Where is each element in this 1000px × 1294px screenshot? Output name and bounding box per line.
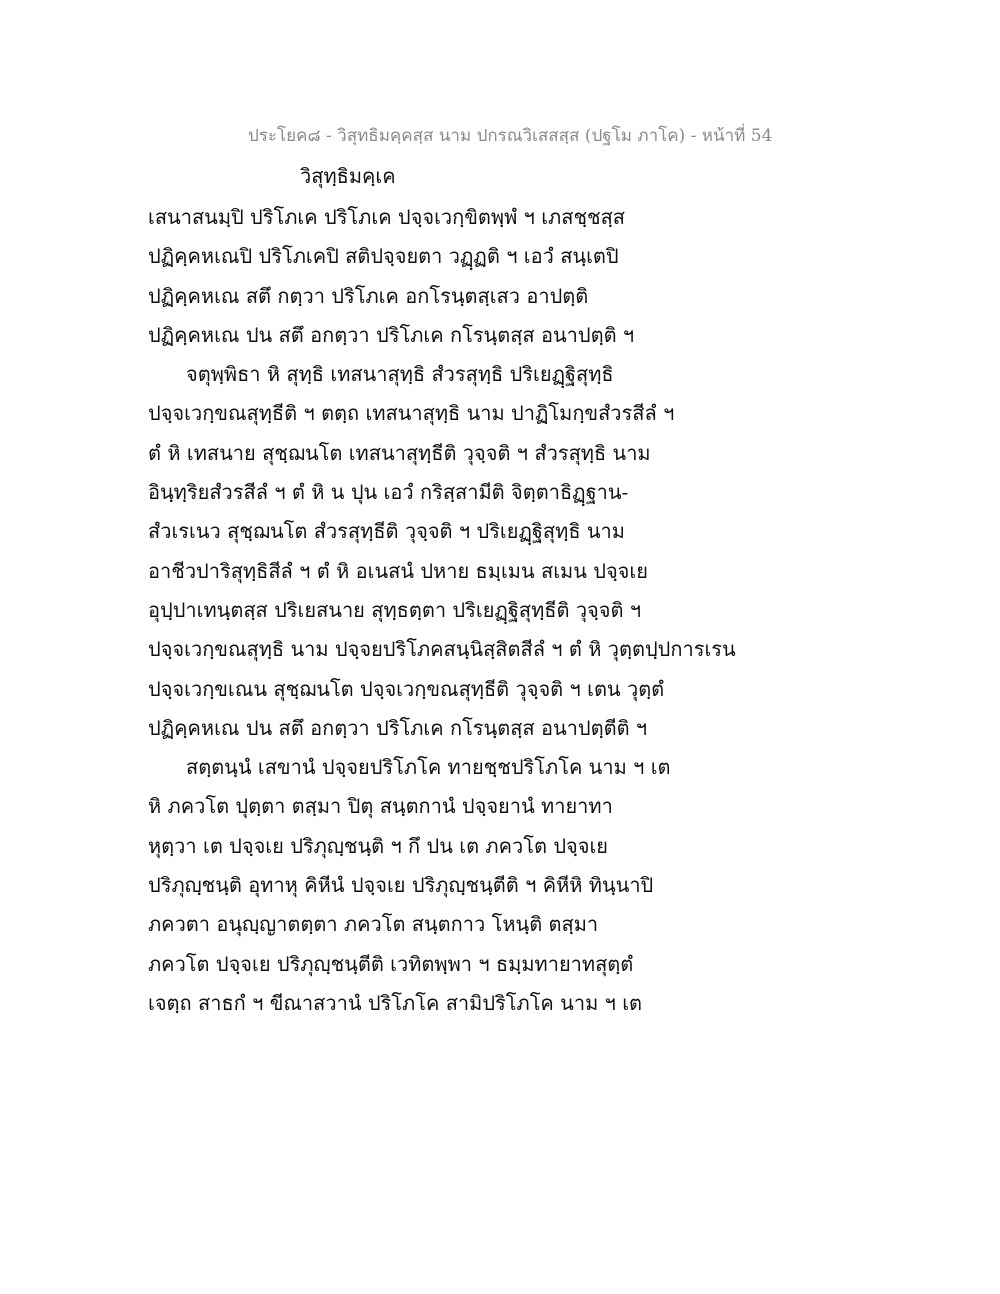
text-line: อาชีวปาริสุทฺธิสีลํ ฯ ตํ หิ อเนสนํ ปหาย ธมฺเมน สเมน ปจฺจเย [148, 558, 648, 583]
paragraph-start-line: สตฺตนฺนํ เสขานํ ปจฺจยปริโภโค ทายชฺชปริโภโค นาม ฯ เต [186, 755, 671, 780]
text-line: ปจฺจเวกฺขณสุทฺธีติ ฯ ตตฺถ เทสนาสุทฺธิ นาม ปาฏิโมกฺขสํวรสีลํ ฯ [148, 401, 675, 426]
text-line: ปริภุญฺชนฺติ อุทาหุ คิหีนํ ปจฺจเย ปริภุญฺชนฺตีติ ฯ คิหีหิ ทินฺนาปิ [148, 873, 654, 898]
text-line: ตํ หิ เทสนาย สุชฺฌนโต เทสนาสุทฺธีติ วุจฺจติ ฯ สํวรสุทฺธิ นาม [148, 440, 651, 465]
text-line: เสนาสนมฺปิ ปริโภเค ปริโภเค ปจฺจเวกฺขิตพฺพํ ฯ เภสชฺชสฺส [148, 205, 626, 229]
text-line: เจตฺถ สาธกํ ฯ ขีณาสวานํ ปริโภโค สามิปริโภโค นาม ฯ เต [148, 990, 643, 1015]
text-line: ปฏิคฺคหเณ สตึ กตฺวา ปริโภเค อกโรนฺตสฺเสว อาปตฺติ [148, 283, 589, 308]
text-line: หุตฺวา เต ปจฺจเย ปริภุญฺชนฺติ ฯ กึ ปน เต ภควโต ปจฺจเย [148, 833, 608, 858]
paragraph-start-line: จตุพฺพิธา หิ สุทฺธิ เทสนาสุทฺธิ สํวรสุทฺธิ ปริเยฏฺฐิสุทฺธิ [186, 362, 614, 387]
text-line: ปฏิคฺคหเณปิ ปริโภเคปิ สติปจฺจยตา วฏฺฏติ ฯ เอวํ สนฺเตปิ [148, 244, 619, 269]
text-line: ปจฺจเวกฺขณสุทฺธิ นาม ปจฺจยปริโภคสนฺนิสฺสิตสีลํ ฯ ตํ หิ วุตฺตปฺปการเรน [148, 637, 736, 662]
running-header: ประโยค๘ - วิสุทธิมคฺคสฺส นาม ปกรณวิเสสสฺส (ปฐโม ภาโค) - หน้าที่ 54 [248, 126, 773, 146]
text-line: ภควตา อนุญฺญาตตฺตา ภควโต สนฺตกาว โหนฺติ ตสฺมา [148, 912, 599, 937]
text-line: ปจฺจเวกฺขเณน สุชฺฌนโต ปจฺจเวกฺขณสุทฺธีติ วุจฺจติ ฯ เตน วุตฺตํ [148, 676, 665, 701]
text-line: ปฏิคฺคหเณ ปน สตึ อกตฺวา ปริโภเค กโรนฺตสฺส อนาปตฺตีติ ฯ [148, 715, 648, 740]
text-line: อินฺทฺริยสํวรสีลํ ฯ ตํ หิ น ปุน เอวํ กริสฺสามีติ จิตฺตาธิฏฺฐาน- [148, 480, 629, 505]
text-line: ภควโต ปจฺจเย ปริภุญฺชนฺตีติ เวทิตพฺพา ฯ ธมฺมทายาทสุตฺตํ [148, 951, 634, 976]
body-text [148, 198, 868, 1023]
text-line: ปฏิคฺคหเณ ปน สตึ อกตฺวา ปริโภเค กโรนฺตสฺส อนาปตฺติ ฯ [148, 322, 635, 347]
section-title: วิสุทฺธิมคฺเค [300, 164, 396, 188]
text-line: หิ ภควโต ปุตฺตา ตสฺมา ปิตุ สนฺตกานํ ปจฺจยานํ ทายาทา [148, 794, 613, 819]
text-line: อุปฺปาเทนฺตสฺส ปริเยสนาย สุทฺธตฺตา ปริเยฏฺฐิสุทฺธีติ วุจฺจติ ฯ [148, 597, 642, 622]
text-line: สํวเรเนว สุชฺฌนโต สํวรสุทฺธีติ วุจฺจติ ฯ ปริเยฏฺฐิสุทฺธิ นาม [148, 519, 625, 544]
